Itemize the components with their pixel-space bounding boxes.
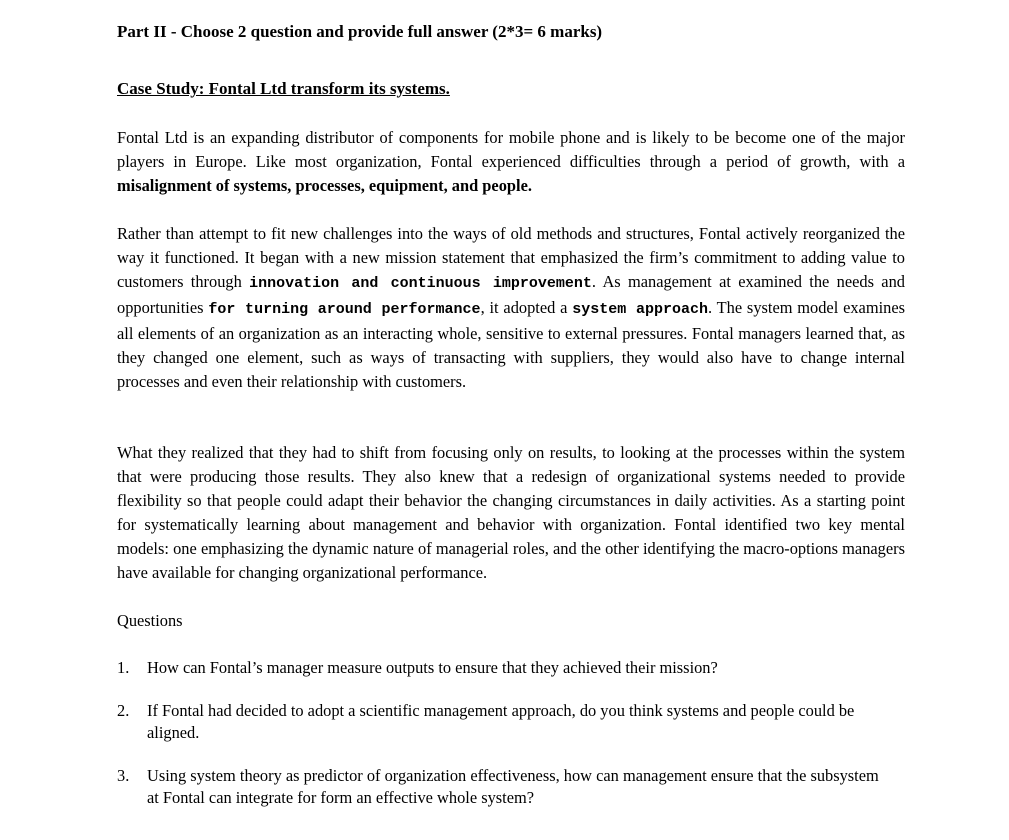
question-number: 1. — [117, 658, 130, 677]
paragraph-reorg-text-2: . As management at examined the needs and opportunities — [117, 272, 905, 317]
paragraph-reorg-text-3: , it adopted a — [480, 298, 573, 317]
case-study-title: Case Study: Fontal Ltd transform its systems. — [117, 79, 450, 98]
section-heading: Part II - Choose 2 question and provide full answer (2*3= 6 marks) — [117, 22, 603, 41]
paragraph-reorg-text-4: . The system model examines all elements of an organization as an interacting whole, sensitive to external pressures. Fontal managers learned that, as they changed one element, such as ways of transacting with suppliers, they would also have to change internal processes and even their relationship with customers. — [117, 298, 905, 391]
paragraph-realization: What they realized that they had to shift from focusing only on results, to looking at the processes within the system that were producing those results. They also knew that a redesign of organizational systems needed to provide flexibility so that people could adapt their behavior the changing circumstances in daily activities. As a starting point for systematically learning about management and behavior with organization. Fontal identified two key mental models: one emphasizing the dynamic nature of managerial roles, and the other identifying the macro-options managers have available for changing organizational performance. — [117, 443, 905, 582]
paragraph-reorg-text-1: Rather than attempt to fit new challenges into the ways of old methods and structures, Fontal actively reorganized the way it functioned. It began with a new mission statement that emphasized the firm’s commitment to adding value to customers through — [117, 224, 905, 291]
question-number: 2. — [117, 701, 130, 720]
question-text: Using system theory as predictor of organization effectiveness, how can management ensure that the subsystem at Fontal can integrate for form an effective whole system? — [147, 766, 879, 807]
question-number: 3. — [117, 766, 130, 785]
questions-label: Questions — [117, 611, 183, 630]
paragraph-intro-text: Fontal Ltd is an expanding distributor of components for mobile phone and is likely to be become one of the major players in Europe. Like most organization, Fontal experienced difficulties through a period of growth, with a — [117, 128, 905, 171]
paragraph-intro-bold: misalignment of systems, processes, equipment, and people. — [117, 176, 532, 195]
paragraph-intro — [117, 126, 905, 198]
paragraph-reorganization — [117, 222, 905, 394]
question-text: How can Fontal’s manager measure outputs to ensure that they achieved their mission? — [147, 658, 718, 677]
paragraph-reorg-bold-2: for turning around performance — [208, 301, 481, 318]
question-text: If Fontal had decided to adopt a scientific management approach, do you think systems and people could be aligned. — [147, 701, 855, 742]
paragraph-reorg-bold-1: innovation and continuous improvement — [249, 275, 592, 292]
paragraph-reorg-bold-3: system approach — [572, 301, 708, 318]
